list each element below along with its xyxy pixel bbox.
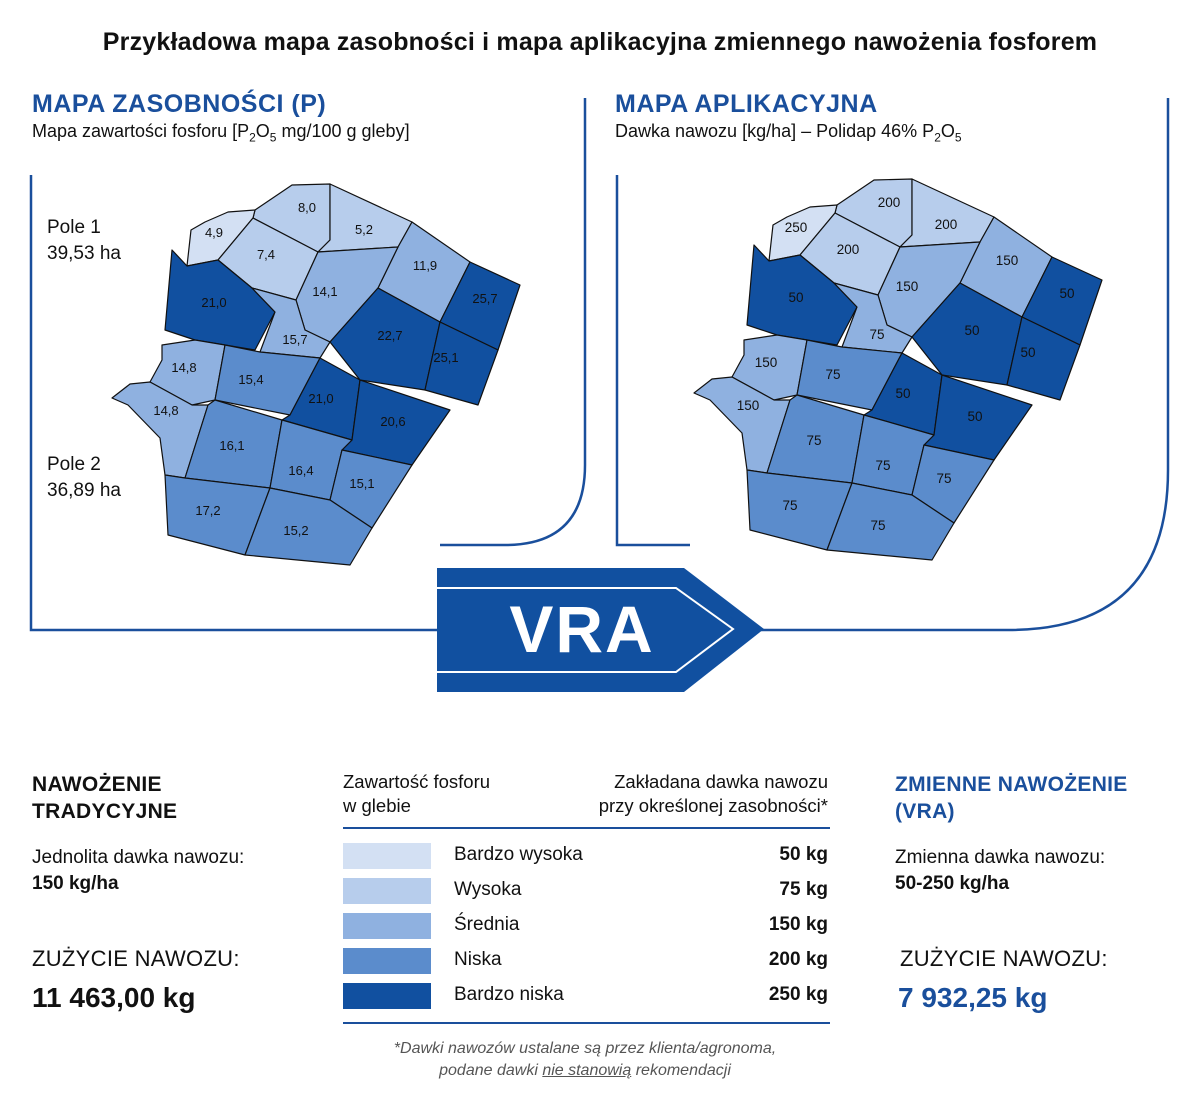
variable-dose-label: Zmienna dawka nawozu: [895,847,1106,868]
legend-dose: 150 kg [768,914,828,935]
legend-name: Niska [454,949,502,970]
zone-value-label: 16,4 [288,463,314,478]
traditional-heading [32,771,177,825]
legend-swatch [343,878,431,904]
right-map-heading: MAPA APLIKACYJNA [615,90,878,118]
zone-value-label: 50 [967,409,983,424]
zone-value-label: 200 [836,242,860,257]
zone-value-label: 75 [870,518,886,533]
variable-heading-line1: ZMIENNE NAWOŻENIE [895,773,1128,796]
zone-value-label: 50 [1059,286,1075,301]
legend-col1-line1: Zawartość fosforu [343,771,491,792]
traditional-usage-value: 11 463,00 kg [32,982,196,1013]
field-zone [318,184,412,252]
zone-value-label: 25,7 [472,291,498,306]
field2-area: 36,89 ha [47,480,121,501]
vra-label: VRA [509,592,655,666]
legend-row [343,843,830,869]
zone-value-label: 22,7 [377,328,403,343]
legend-divider-top [343,827,830,829]
zone-value-label: 200 [934,217,958,232]
legend-row [343,948,830,974]
legend-footnote [300,1038,870,1082]
legend-divider-bottom [343,1022,830,1024]
zone-value-label: 4,9 [204,225,224,240]
zone-value-label: 75 [875,458,891,473]
legend-dose: 250 kg [768,984,828,1005]
legend-dose: 50 kg [779,844,828,865]
variable-heading [895,771,1128,825]
zone-value-label: 75 [936,471,952,486]
zone-value-label: 150 [895,279,919,294]
zone-value-label: 50 [1020,345,1036,360]
traditional-dose-label: Jednolita dawka nawozu: [32,847,245,868]
left-map-subtitle: Mapa zawartości fosforu [$P_2O_5$ mg/100 g gleby] [32,121,410,145]
zone-value-label: 150 [736,398,760,413]
variable-dose-value: 50-250 kg/ha [895,873,1010,894]
zone-value-label: 15,1 [349,476,375,491]
traditional-heading-line2: TRADYCYJNE [32,800,178,823]
zone-value-label: 75 [869,327,885,342]
legend-col2-line2: przy określonej zasobności* [598,795,828,816]
zone-value-label: 150 [754,355,778,370]
zone-value-label: 200 [877,195,901,210]
field1-area: 39,53 ha [47,243,121,264]
legend-name: Średnia [454,914,520,935]
legend-row [343,983,830,1009]
legend-col1-line2: w glebie [343,795,411,816]
zone-value-label: 250 [784,220,808,235]
zone-value-label: 17,2 [195,503,221,518]
zone-value-label: 50 [964,323,980,338]
zone-value-label: 25,1 [433,350,459,365]
legend-dose: 75 kg [779,879,828,900]
left-map [112,184,520,565]
variable-heading-line2: (VRA) [895,800,955,823]
field-zone [900,179,994,247]
zone-value-label: 15,4 [238,372,264,387]
variable-usage-label: ZUŻYCIE NAWOZU: [900,946,1108,971]
right-map-subtitle: Dawka nawozu [kg/ha] – Polidap 46% $P_2O_5$ [615,121,962,145]
zone-value-label: 14,1 [312,284,338,299]
zone-value-label: 8,0 [297,200,317,215]
legend-row [343,878,830,904]
field2-name: Pole 2 [47,454,101,475]
legend-row [343,913,830,939]
zone-value-label: 50 [895,386,911,401]
page-title: Przykładowa mapa zasobności i mapa aplikacyjna zmiennego nawożenia fosforem [102,28,1098,56]
zone-value-label: 21,0 [201,295,227,310]
footnote-line2: podane dawki nie stanowią rekomendacji [439,1062,731,1079]
legend-swatch [343,913,431,939]
zone-value-label: 14,8 [171,360,197,375]
legend-col1-header [343,770,490,818]
legend-name: Bardzo wysoka [454,844,583,865]
legend-dose: 200 kg [768,949,828,970]
zone-value-label: 21,0 [308,391,334,406]
legend-name: Wysoka [454,879,522,900]
zone-value-label: 7,4 [256,247,276,262]
zone-value-label: 15,2 [283,523,309,538]
traditional-heading-line1: NAWOŻENIE [32,773,162,796]
zone-value-label: 11,9 [412,258,438,273]
zone-value-label: 15,7 [282,332,308,347]
zone-value-label: 150 [995,253,1019,268]
variable-dose [895,845,1105,897]
legend-col2-line1: Zakładana dawka nawozu [614,771,828,792]
legend-swatch [343,843,431,869]
zone-value-label: 50 [788,290,804,305]
zone-value-label: 75 [782,498,798,513]
field1-name: Pole 1 [47,217,101,238]
legend-col2-header [530,770,828,818]
variable-usage-value: 7 932,25 kg [898,982,1048,1013]
traditional-dose-value: 150 kg/ha [32,873,119,894]
legend-swatch [343,983,431,1009]
legend-name: Bardzo niska [454,984,564,1005]
left-map-heading: MAPA ZASOBNOŚCI (P) [32,90,327,118]
footnote-line1: *Dawki nawozów ustalane są przez klienta/agronoma, [393,1040,777,1057]
zone-value-label: 5,2 [354,222,374,237]
traditional-dose [32,845,244,897]
zone-value-label: 16,1 [219,438,245,453]
zone-value-label: 20,6 [380,414,406,429]
legend-swatch [343,948,431,974]
zone-value-label: 14,8 [153,403,179,418]
zone-value-label: 75 [806,433,822,448]
traditional-usage-label: ZUŻYCIE NAWOZU: [32,946,240,971]
right-map [694,179,1102,560]
zone-value-label: 75 [825,367,841,382]
